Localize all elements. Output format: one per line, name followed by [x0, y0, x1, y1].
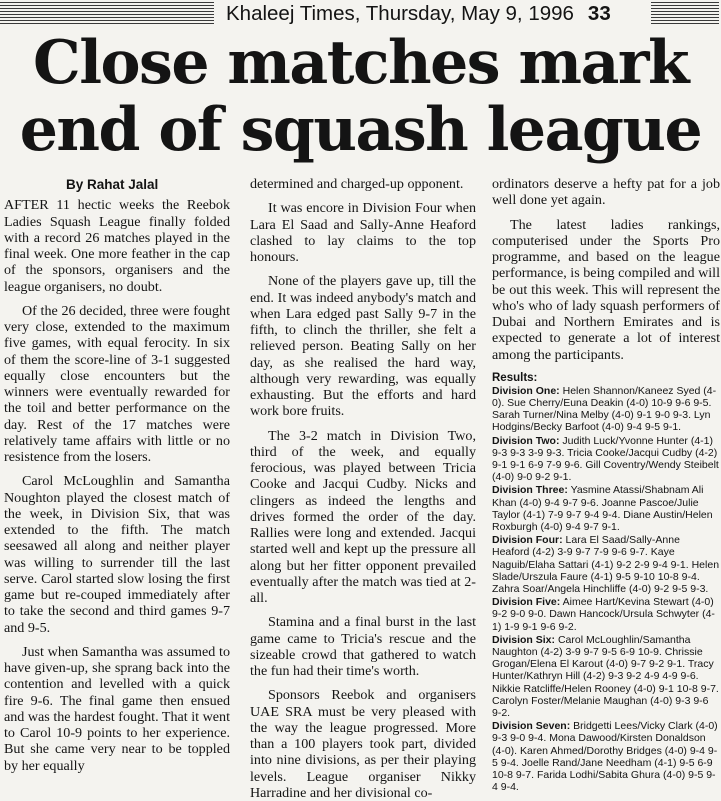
paragraph: Just when Samantha was assumed to have given-up, she sprang back into the contention and levelled with a quick fire 9-6. The final game then ensued and was the hardest fought. That it went to Carol 10-9 points to her experience. But she came very near to be toppled by her equally	[4, 643, 230, 774]
paragraph: determined and charged-up opponent.	[250, 176, 464, 192]
paragraph: None of the players gave up, till the end. It was indeed anybody's match and when Lara edged past Sally 9-7 in the fifth, to clinch the thriller, she felt a relieved person. Beating Sally on her day, as she realised the hard way, although very rewarding, was equally exhausting. But the efforts and hard work bore fruits.	[250, 273, 476, 420]
results-heading: Results:	[492, 371, 538, 384]
paragraph: Sponsors Reebok and organisers UAE SRA must be very pleased with the way the league progressed. More than a 100 players took part, divided into nine divisions, as per their playing levels. League organiser Nikky Harradine and her divisional co-	[250, 687, 476, 801]
article-column-1	[4, 176, 230, 774]
paragraph: Of the 26 decided, three were fought very close, extended to the maximum five games, with equal ferocity. In six of them the score-line of 3-1 suggested equally close encounters but the winners were eventually rewarded for the toil and better performance on the day. Rest of the 17 matches were relatively tame affairs with little or no resistence from the losers.	[4, 302, 230, 465]
division-name: Division Three:	[492, 484, 568, 497]
headline-line-2: end of squash league	[19, 95, 702, 165]
paragraph: The latest ladies rankings, computerised under the Sports Pro programme, and based on the league performance, is being compiled and will be out this week. This will represent the who's who of lady squash performers of Dubai and Northern Emirates and is expected to generate a lot of interest among the participants.	[492, 216, 720, 363]
result-division-two	[492, 435, 720, 484]
division-name: Division Five:	[492, 596, 561, 609]
headline	[0, 30, 721, 164]
page-number: 33	[587, 2, 611, 25]
division-results: Bridgetti Lees/Vicky Clark (4-0) 9-3 9-0 9-4. Mona Dawood/Kirsten Donaldson (4-0). Karen Ahmed/Dorothy Bridges (4-0) 9-4 9-5 9-4. Joelle Rand/Jane Needham (4-1) 9-5 6-9 10-8 9-7. Farida Lodhi/Sabita Ghura (4-0) 9-5 9-4 9-4.	[492, 720, 718, 794]
paragraph: It was encore in Division Four when Lara El Saad and Sally-Anne Heaford clashed to lay claims to the top honours.	[250, 200, 476, 265]
division-name: Division Four:	[492, 534, 563, 547]
headline-line-1: Close matches mark	[32, 28, 689, 98]
division-results: Helen Shannon/Kaneez Syed (4-0). Sue Cherry/Euna Deakin (4-0) 10-9 9-6 9-5. Sarah Turner/Nina Melby (4-0) 9-1 9-0 9-3. Lyn Hodgins/Becky Barfoot (4-0) 9-4 9-5 9-1.	[492, 384, 717, 434]
masthead-rule-right	[651, 2, 719, 24]
result-division-one	[492, 385, 720, 434]
division-name: Division One:	[492, 384, 560, 397]
masthead-date-line: Khaleej Times, Thursday, May 9, 1996	[226, 2, 574, 25]
masthead	[226, 0, 646, 28]
division-results: Carol McLoughlin/Samantha Naughton (4-2) 3-9 9-7 9-5 6-9 10-9. Chrissie Grogan/Elena El Karout (4-0) 9-7 9-2 9-1. Tracy Hunter/Kathryn Hill (4-2) 9-3 9-2 4-9 4-9 9-6. Nikkie Ratcliffe/Helen Rooney (4-0) 9-1 10-8 9-7. Carolyn Foster/Melanie Maughan (4-0) 9-3 9-6 9-2.	[492, 633, 719, 720]
division-results: Judith Luck/Yvonne Hunter (4-1) 9-3 9-3 3-9 9-3. Tricia Cooke/Jacqui Cudby (4-2) 9-1 9-1 6-9 7-9 9-6. Gill Coventry/Wendy Steibelt (4-0) 9-0 9-2 9-1.	[492, 434, 719, 484]
division-results: Aimee Hart/Kevina Stewart (4-0) 9-2 9-0 9-0. Dawn Hancock/Ursula Schwyter (4-1) 1-9 9-1 9-6 9-2.	[492, 596, 715, 633]
paragraph: Carol McLoughlin and Samantha Noughton played the closest match of the week, in Division Six, that was extended to the fifth. The match seesawed all along and neither player was willing to surrender till the last serve. Carol started slow losing the first game but re-couped immediately after to take the second and third games 9-7 and 9-5.	[4, 473, 230, 636]
result-division-three	[492, 484, 720, 533]
article-column-3	[492, 176, 720, 794]
paragraph: Stamina and a final burst in the last game came to Tricia's rescue and the sizeable crowd that gathered to watch the fun had their time's worth.	[250, 614, 476, 679]
result-division-five	[492, 596, 720, 633]
paragraph: The 3-2 match in Division Two, third of the week, and equally ferocious, was played between Tricia Cooke and Jacqui Cudby. Nicks and clingers as indeed the lengths and drives formed the order of the day. Rallies were long and extended. Jacqui started well and kept up the pressure all along but her fitter opponent prevailed eventually after the match was tied at 2-all.	[250, 427, 476, 606]
masthead-rule-left	[0, 2, 214, 24]
division-results: Lara El Saad/Sally-Anne Heaford (4-2) 3-9 9-7 7-9 9-6 9-7. Kaye Naguib/Elaha Sattari (4-1) 9-2 2-9 9-4 9-1. Helen Slade/Urszula Faure (4-1) 9-5 9-10 10-8 9-4. Zahra Soar/Angela Hinchliffe (4-0) 9-2 9-5 9-3.	[492, 534, 720, 595]
division-name: Division Two:	[492, 434, 560, 447]
result-division-four	[492, 534, 720, 595]
result-division-seven	[492, 720, 720, 793]
byline: By Rahat Jalal	[66, 177, 159, 192]
paragraph: ordinators deserve a hefty pat for a job well done yet again.	[492, 176, 720, 209]
division-name: Division Six:	[492, 633, 556, 646]
article-column-2	[250, 176, 476, 801]
division-results: Yasmine Atassi/Shabnam Ali Khan (4-0) 9-4 9-7 9-6. Joanne Pascoe/Julie Taylor (4-1) 7-9 9-7 9-4 9-4. Diane Austin/Helen Roxburgh (4-0) 9-4 9-7 9-1.	[492, 484, 713, 533]
paragraph: AFTER 11 hectic weeks the Reebok Ladies Squash League finally folded with a record 26 matches played in the final week. One more feather in the cap of the sponsors, organisers and the league organisers, no doubt.	[4, 197, 230, 295]
result-division-six	[492, 634, 720, 719]
division-name: Division Seven:	[492, 720, 571, 733]
